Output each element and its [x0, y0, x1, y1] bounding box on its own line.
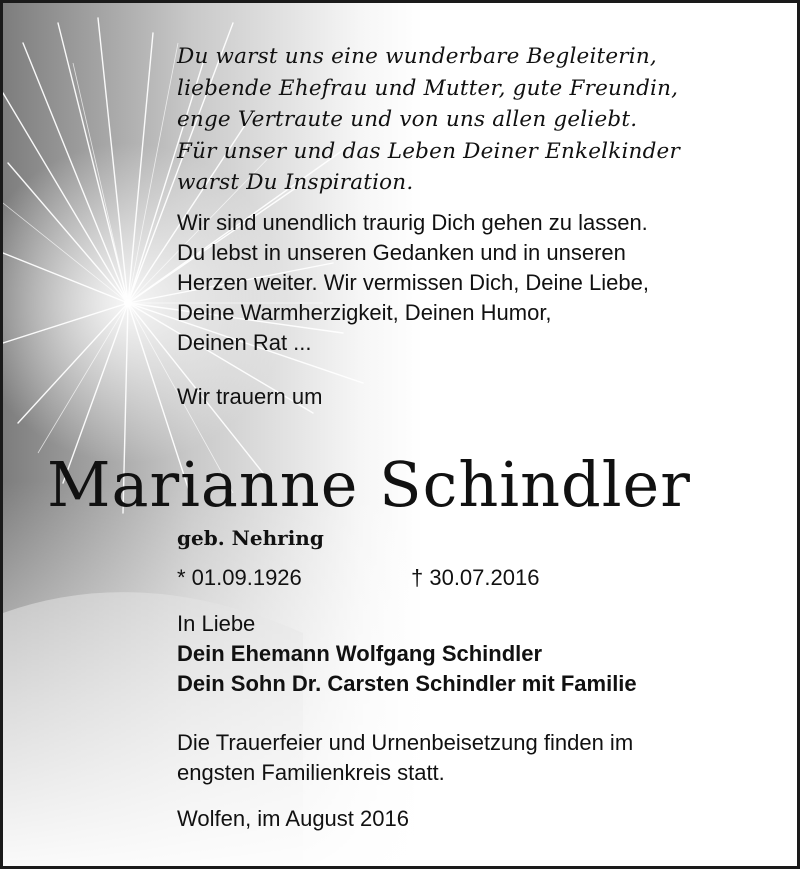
- poem: [177, 41, 777, 199]
- death-date: † 30.07.2016: [411, 565, 540, 590]
- signatory-husband: Dein Ehemann Wolfgang Schindler: [177, 641, 543, 666]
- mourn-text: Wir trauern um: [177, 384, 323, 409]
- poem-line: Du warst uns eine wunderbare Begleiterin,: [177, 44, 657, 69]
- message-line: Wir sind unendlich traurig Dich gehen zu lassen.: [177, 210, 648, 235]
- poem-line: enge Vertraute und von uns allen geliebt.: [177, 107, 638, 132]
- signatory-son: Dein Sohn Dr. Carsten Schindler mit Familie: [177, 671, 637, 696]
- message-line: Du lebst in unseren Gedanken und in unseren: [177, 240, 626, 265]
- funeral-notice: [177, 728, 633, 788]
- message-line: Deinen Rat ...: [177, 330, 312, 355]
- deceased-name: Marianne Schindler: [47, 448, 691, 521]
- poem-line: warst Du Inspiration.: [177, 170, 414, 195]
- message-paragraph: [177, 208, 649, 358]
- poem-line: liebende Ehefrau und Mutter, gute Freundin,: [177, 75, 679, 101]
- funeral-notice-line: Die Trauerfeier und Urnenbeisetzung finden im: [177, 730, 634, 755]
- maiden-name: geb. Nehring: [177, 526, 324, 550]
- signatures-block: [177, 609, 637, 699]
- in-love-label: In Liebe: [177, 611, 256, 636]
- poem-line: Für unser und das Leben Deiner Enkelkinder: [177, 138, 680, 164]
- message-line: Herzen weiter. Wir vermissen Dich, Deine Liebe,: [177, 270, 649, 295]
- message-line: Deine Warmherzigkeit, Deinen Humor,: [177, 300, 552, 325]
- birth-date: * 01.09.1926: [177, 565, 302, 590]
- place-date: Wolfen, im August 2016: [177, 806, 409, 831]
- funeral-notice-line: engsten Familienkreis statt.: [177, 760, 445, 785]
